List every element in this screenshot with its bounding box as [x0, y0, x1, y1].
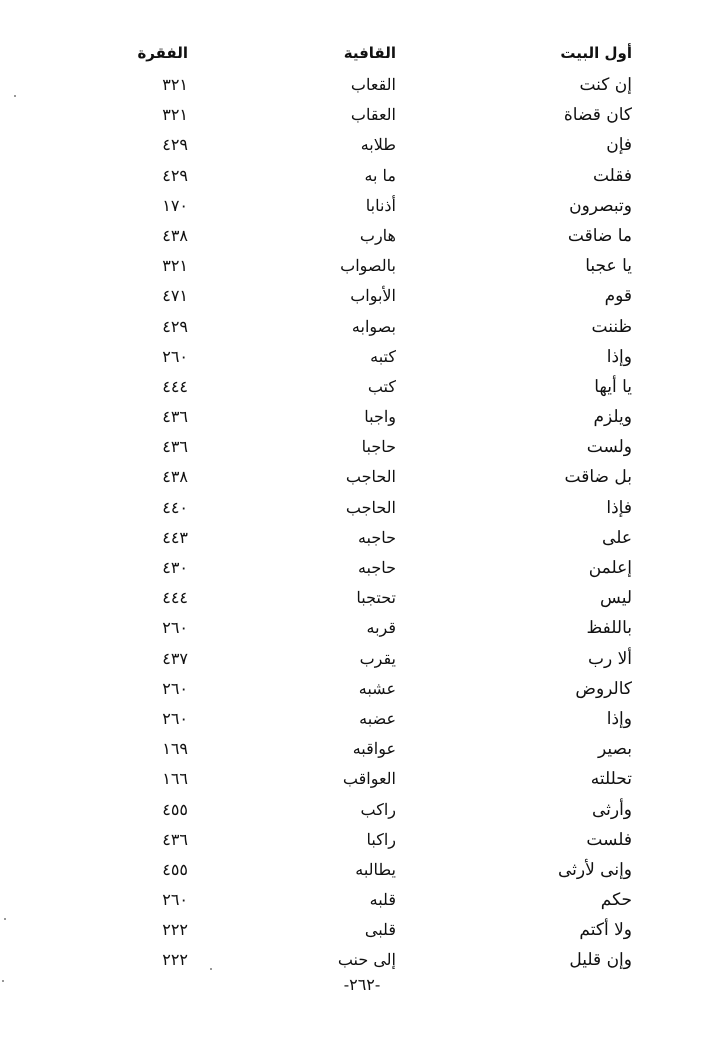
- paragraph-number-cell: ٤٣٦: [162, 829, 188, 849]
- verse-start-cell: بل ضاقت: [564, 467, 632, 488]
- verse-start-cell: قوم: [604, 286, 632, 307]
- paragraph-number-cell: ٢٦٠: [162, 618, 188, 638]
- page-number: -٢٦٢-: [343, 975, 381, 994]
- paragraph-number-cell: ٤٧١: [162, 286, 188, 306]
- paragraph-number-cell: ٤٤٤: [162, 588, 188, 608]
- table-row: [0, 432, 724, 462]
- paragraph-number-cell: ٣٢١: [162, 256, 188, 276]
- rhyme-cell: حاجبه: [357, 527, 396, 547]
- table-row: [0, 553, 724, 583]
- table-row: [0, 734, 724, 764]
- verse-start-cell: باللفظ: [586, 618, 632, 639]
- rhyme-cell: العواقب: [342, 769, 396, 789]
- rhyme-cell: يطالبه: [355, 859, 396, 879]
- table-row: [0, 523, 724, 553]
- rhyme-cell: تحتجبا: [356, 588, 396, 608]
- verse-start-cell: ما ضاقت: [567, 225, 632, 246]
- verse-start-cell: تحللته: [590, 769, 632, 790]
- paragraph-number-cell: ٤٤٤: [162, 376, 188, 396]
- verse-start-cell: فقلت: [592, 165, 632, 186]
- rhyme-cell: حاجبا: [361, 437, 396, 457]
- paragraph-number-cell: ٤٥٥: [162, 799, 188, 819]
- paragraph-number-cell: ١٦٦: [162, 769, 188, 789]
- rhyme-cell: أذنابا: [365, 195, 396, 215]
- header-verse-start: أول البيت: [560, 44, 632, 62]
- paragraph-number-cell: ٤٣٨: [162, 225, 188, 245]
- scan-speck: [210, 968, 212, 970]
- table-row: [0, 704, 724, 734]
- paragraph-number-cell: ٤٢٩: [162, 135, 188, 155]
- table-row: [0, 795, 724, 825]
- rhyme-cell: العقاب: [350, 105, 396, 125]
- rhyme-cell: الأبواب: [350, 286, 396, 306]
- table-row: [0, 191, 724, 221]
- header-rhyme: القافية: [343, 44, 396, 62]
- table-row: [0, 644, 724, 674]
- paragraph-number-cell: ٤٣٨: [162, 467, 188, 487]
- rhyme-cell: راكب: [360, 799, 396, 819]
- rhyme-cell: كتب: [367, 376, 396, 396]
- table-row: [0, 342, 724, 372]
- verse-start-cell: كان قضاة: [563, 105, 632, 126]
- verse-start-cell: ولست: [586, 437, 632, 458]
- verse-start-cell: فلست: [586, 829, 632, 850]
- paragraph-number-cell: ٢٢٢: [162, 920, 188, 940]
- verse-start-cell: فإن: [606, 135, 632, 156]
- rhyme-cell: بصوابه: [351, 316, 396, 336]
- verse-start-cell: ولا أكتم: [579, 920, 632, 941]
- table-row: [0, 100, 724, 130]
- rhyme-cell: قلبه: [369, 890, 396, 910]
- paragraph-number-cell: ٤٤٠: [162, 497, 188, 517]
- rhyme-cell: يقرب: [359, 648, 396, 668]
- verse-start-cell: كالروض: [575, 678, 632, 699]
- verse-start-cell: ظننت: [591, 316, 632, 337]
- table-body: [0, 70, 724, 976]
- paragraph-number-cell: ٤٢٩: [162, 316, 188, 336]
- verse-start-cell: إن كنت: [579, 75, 632, 95]
- paragraph-number-cell: ٢٦٠: [162, 346, 188, 366]
- verse-start-cell: ويلزم: [593, 407, 632, 428]
- paragraph-number-cell: ٤٤٣: [162, 527, 188, 547]
- table-row: [0, 764, 724, 794]
- verse-start-cell: وتبصرون: [569, 195, 632, 216]
- scan-speck: [2, 980, 4, 982]
- paragraph-number-cell: ٢٢٢: [162, 950, 188, 970]
- table-row: [0, 281, 724, 311]
- verse-start-cell: ألا رب: [587, 648, 632, 669]
- table-row: [0, 161, 724, 191]
- paragraph-number-cell: ١٦٩: [162, 739, 188, 759]
- rhyme-cell: عشبه: [358, 678, 396, 698]
- verse-start-cell: بصير: [598, 739, 632, 760]
- paragraph-number-cell: ٤٣٧: [162, 648, 188, 668]
- rhyme-cell: طلابه: [360, 135, 396, 155]
- paragraph-number-cell: ٤٣٠: [162, 558, 188, 577]
- table-row: [0, 312, 724, 342]
- verse-start-cell: يا عجبا: [585, 256, 632, 277]
- paragraph-number-cell: ٢٦٠: [162, 678, 188, 698]
- paragraph-number-cell: ٣٢١: [162, 75, 188, 94]
- paragraph-number-cell: ٣٢١: [162, 105, 188, 125]
- table-row: [0, 613, 724, 643]
- scan-speck: [14, 95, 16, 97]
- table-row: [0, 915, 724, 945]
- rhyme-cell: بالصواب: [340, 256, 396, 276]
- rhyme-cell: كتبه: [370, 346, 396, 366]
- rhyme-cell: إلى حنب: [337, 950, 396, 970]
- rhyme-cell: قلبى: [364, 920, 396, 940]
- table-row: [0, 583, 724, 613]
- table-row: [0, 825, 724, 855]
- table-row: [0, 372, 724, 402]
- paragraph-number-cell: ١٧٠: [162, 195, 188, 215]
- verse-start-cell: ليس: [600, 588, 632, 609]
- rhyme-cell: ما به: [364, 165, 396, 185]
- paragraph-number-cell: ٤٣٦: [162, 437, 188, 457]
- table-row: [0, 251, 724, 281]
- rhyme-cell: القعاب: [350, 75, 396, 94]
- verse-start-cell: وإذا: [606, 708, 632, 729]
- verse-start-cell: يا أيها: [594, 376, 632, 397]
- table-row: [0, 855, 724, 885]
- paragraph-number-cell: ٤٣٦: [162, 407, 188, 427]
- table-row: [0, 885, 724, 915]
- rhyme-cell: راكبا: [366, 829, 396, 849]
- paragraph-number-cell: ٤٢٩: [162, 165, 188, 185]
- table-row: [0, 221, 724, 251]
- paragraph-number-cell: ٢٦٠: [162, 890, 188, 910]
- table-row: [0, 945, 724, 975]
- rhyme-cell: قربه: [366, 618, 396, 638]
- table-row: [0, 493, 724, 523]
- rhyme-cell: واجبا: [364, 407, 396, 427]
- paragraph-number-cell: ٢٦٠: [162, 708, 188, 728]
- table-row: [0, 130, 724, 160]
- table-row: [0, 674, 724, 704]
- verse-start-cell: فإذا: [606, 497, 632, 518]
- rhyme-cell: الحاجب: [345, 497, 396, 517]
- verse-start-cell: وإذا: [606, 346, 632, 367]
- table-row: [0, 402, 724, 432]
- verse-start-cell: وأرثى: [591, 799, 632, 820]
- rhyme-cell: عضبه: [359, 708, 396, 728]
- rhyme-cell: حاجبه: [357, 558, 396, 577]
- verse-start-cell: حكم: [600, 890, 632, 911]
- scan-speck: [4, 918, 6, 920]
- verse-start-cell: وإن قليل: [569, 950, 632, 971]
- table-header-row: [0, 38, 724, 70]
- rhyme-cell: الحاجب: [345, 467, 396, 487]
- table-row: [0, 462, 724, 492]
- table-row: [0, 70, 724, 100]
- rhyme-cell: هارب: [359, 225, 396, 245]
- verse-start-cell: على: [602, 527, 632, 548]
- verse-start-cell: وإنى لأرثى: [557, 859, 632, 880]
- verse-start-cell: إعلمن: [588, 558, 632, 578]
- paragraph-number-cell: ٤٥٥: [162, 859, 188, 879]
- rhyme-cell: عواقبه: [352, 739, 396, 759]
- index-table: [0, 38, 724, 976]
- header-paragraph: الفقرة: [137, 44, 188, 62]
